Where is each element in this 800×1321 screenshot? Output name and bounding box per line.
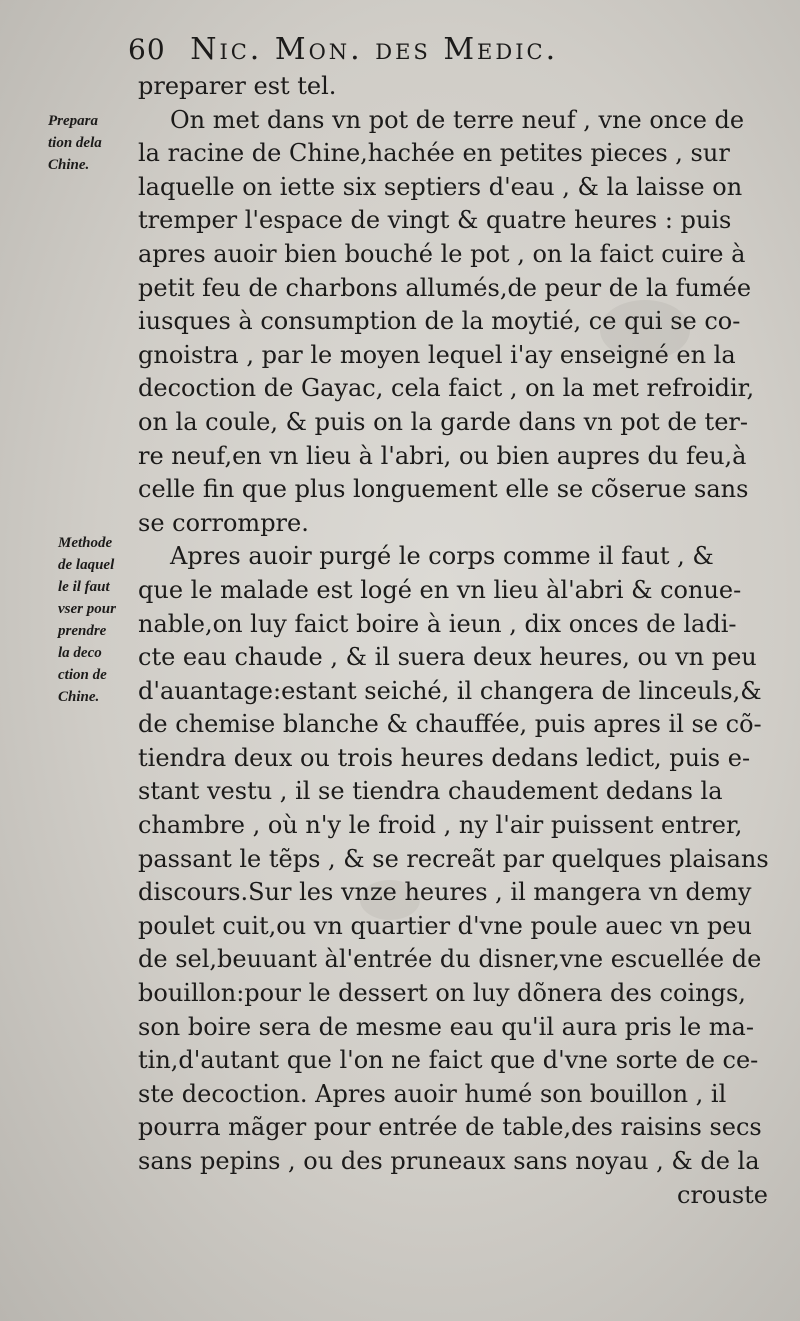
margin-note-line: Chine. — [48, 157, 90, 173]
text-line: petit feu de charbons allumés,de peur de la fumée — [138, 273, 752, 302]
text-line: cte eau chaude , & il suera deux heures, ou vn peu — [138, 643, 757, 672]
text-line: re neuf,en vn lieu à l'abri, ou bien aupres du feu,à — [138, 441, 747, 470]
text-line: sans pepins , ou des pruneaux sans noyau , & de la — [138, 1147, 760, 1175]
text-line: gnoistra , par le moyen lequel i'ay enseigné en la — [138, 340, 736, 369]
text-line: passant le tẽps , & se recreãt par quelques plaisans — [138, 844, 769, 873]
margin-note-line: le il faut — [58, 579, 110, 595]
text-line: son boire sera de mesme eau qu'il aura pris le ma- — [138, 1012, 754, 1041]
text-line: laquelle on iette six septiers d'eau , & la laisse on — [138, 172, 743, 201]
margin-note-preparation — [48, 110, 102, 176]
catchword: crouste — [677, 1180, 768, 1209]
page-number: 60 — [128, 33, 166, 66]
margin-note-line: la deco — [58, 645, 102, 661]
text-line: stant vestu , il se tiendra chaudement dedans la — [138, 777, 723, 806]
text-line: nable,on luy faict boire à ieun , dix onces de ladi- — [138, 609, 737, 638]
margin-note-line: ction de — [58, 667, 107, 683]
text-line: tin,d'autant que l'on ne faict que d'vne sorte de ce- — [138, 1046, 759, 1075]
text-line: preparer est tel. — [138, 72, 337, 100]
margin-note-line: prendre — [58, 623, 107, 639]
text-line: bouillon:pour le dessert on luy dõnera des coings, — [138, 979, 746, 1008]
running-title: Nic. Mon. des Medic. — [190, 32, 559, 67]
text-line: ste decoction. Apres auoir humé son bouillon , il — [138, 1079, 727, 1108]
text-line: que le malade est logé en vn lieu àl'abri & conue- — [138, 575, 742, 604]
margin-note-line: vser pour — [58, 601, 116, 617]
text-line: on la coule, & puis on la garde dans vn pot de ter- — [138, 407, 748, 436]
text-line: la racine de Chine,hachée en petites pieces , sur — [138, 139, 730, 168]
text-line: discours.Sur les vnze heures , il mangera vn demy — [138, 878, 752, 907]
text-line: iusques à consumption de la moytié, ce qui se co- — [138, 307, 741, 336]
text-line: celle fin que plus longuement elle se cõserue sans — [138, 475, 749, 504]
text-line: apres auoir bien bouché le pot , on la faict cuire à — [138, 239, 746, 268]
margin-note-line: Prepara — [48, 113, 98, 129]
text-line: pourra mãger pour entrée de table,des raisins secs — [138, 1113, 762, 1142]
text-line: Apres auoir purgé le corps comme il faut , & — [170, 542, 714, 571]
text-line: d'auantage:estant seiché, il changera de linceuls,& — [138, 676, 762, 705]
text-line: se corrompre. — [138, 508, 309, 537]
body-text — [138, 70, 778, 1212]
text-line: de sel,beuuant àl'entrée du disner,vne escuellée de — [138, 945, 762, 974]
margin-note-line: de laquel — [58, 557, 115, 573]
margin-note-method — [58, 532, 116, 708]
margin-note-line: Methode — [58, 535, 113, 551]
text-line: poulet cuit,ou vn quartier d'vne poule auec vn peu — [138, 911, 752, 940]
text-line: tiendra deux ou trois heures dedans ledict, puis e- — [138, 743, 751, 772]
text-line: decoction de Gayac, cela faict , on la met refroidir, — [138, 374, 755, 403]
text-line: tremper l'espace de vingt & quatre heures : puis — [138, 206, 732, 235]
text-line: chambre , où n'y le froid , ny l'air puissent entrer, — [138, 811, 743, 840]
margin-note-line: tion dela — [48, 135, 102, 151]
text-line: On met dans vn pot de terre neuf , vne once de — [170, 105, 745, 134]
margin-note-line: Chine. — [58, 689, 100, 705]
text-line: de chemise blanche & chauffée, puis apres il se cõ- — [138, 710, 762, 739]
running-header — [128, 30, 688, 70]
